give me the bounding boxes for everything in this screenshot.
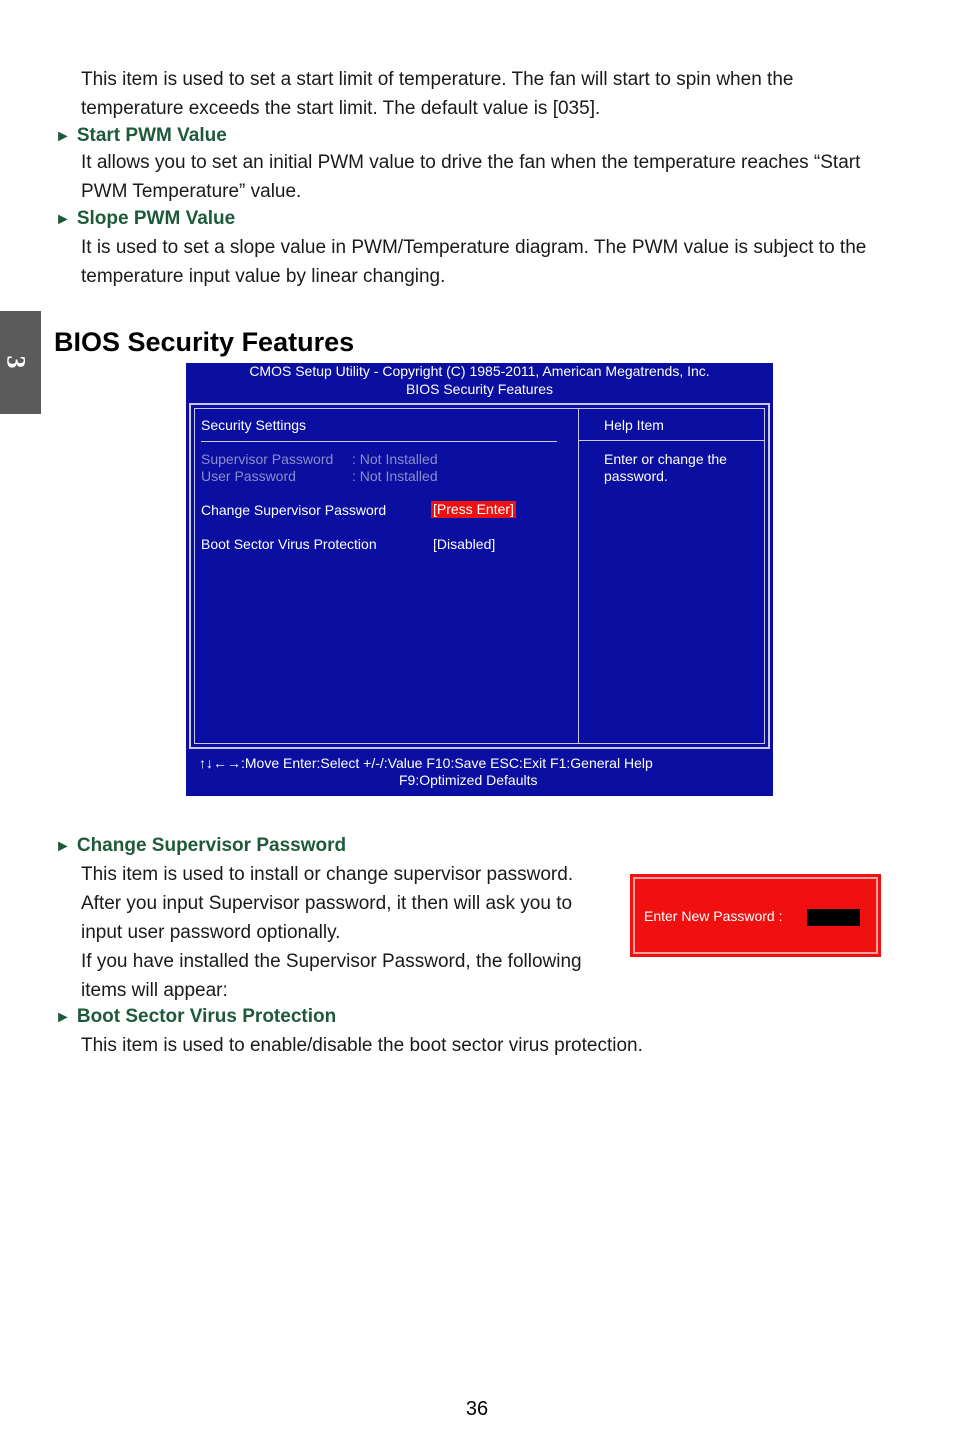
change-supervisor-paragraph <box>81 860 621 1005</box>
boot-sector-heading-text: Boot Sector Virus Protection <box>76 1006 337 1027</box>
bios-user-password-value: : Not Installed <box>352 468 438 484</box>
triangle-bullet-icon: ► <box>55 128 71 145</box>
section-title: BIOS Security Features <box>54 327 355 357</box>
bios-header-line-2: BIOS Security Features <box>405 381 554 397</box>
start-pwm-line-1: It allows you to set an initial PWM value to drive the fan when the temperature reaches “Start <box>81 152 861 173</box>
change-supervisor-heading-text: Change Supervisor Password <box>76 835 347 856</box>
page-number: 36 <box>465 1398 489 1420</box>
enter-new-password-label: Enter New Password : <box>644 908 783 924</box>
bios-supervisor-password-value: : Not Installed <box>352 451 438 467</box>
slope-pwm-line-2: temperature input value by linear changing. <box>81 266 446 287</box>
chapter-tab <box>0 311 41 414</box>
slope-pwm-heading-text: Slope PWM Value <box>76 208 236 229</box>
bios-column-divider <box>578 409 579 743</box>
bios-press-enter-value[interactable]: [Press Enter] <box>433 501 514 517</box>
triangle-bullet-icon: ► <box>55 838 71 855</box>
change-supervisor-heading <box>55 834 346 859</box>
triangle-bullet-icon: ► <box>55 211 71 228</box>
bios-change-supervisor-password-item[interactable]: Change Supervisor Password <box>201 502 387 518</box>
bios-help-text-line-1: Enter or change the <box>604 451 727 467</box>
bios-footer-keys: ↑↓←→:Move Enter:Select +/-/:Value F10:Save ESC:Exit F1:General Help <box>199 755 653 771</box>
change-supervisor-line-4: If you have installed the Supervisor Password, the following <box>81 951 582 972</box>
bios-user-password-label: User Password <box>201 468 296 484</box>
bios-boot-sector-value[interactable]: [Disabled] <box>433 536 496 552</box>
change-supervisor-line-3: input user password optionally. <box>81 922 341 943</box>
bios-header-line-1: CMOS Setup Utility - Copyright (C) 1985-2011, American Megatrends, Inc. <box>249 363 710 379</box>
intro-line-1: This item is used to set a start limit of temperature. The fan will start to spin when the <box>81 69 794 90</box>
bios-security-settings-title: Security Settings <box>201 417 307 433</box>
boot-sector-line-1: This item is used to enable/disable the boot sector virus protection. <box>81 1035 643 1056</box>
intro-line-2: temperature exceeds the start limit. The default value is [035]. <box>81 98 601 119</box>
bios-footer-optimized-defaults: F9:Optimized Defaults <box>399 772 538 788</box>
bios-help-divider <box>578 440 764 441</box>
bios-frame-inner <box>194 408 765 744</box>
chapter-number: 3 <box>1 355 31 369</box>
bios-help-title: Help Item <box>604 417 664 433</box>
slope-pwm-line-1: It is used to set a slope value in PWM/Temperature diagram. The PWM value is subject to the <box>81 237 867 258</box>
bios-screen <box>186 363 773 796</box>
boot-sector-heading <box>55 1005 336 1030</box>
change-supervisor-line-5: items will appear: <box>81 980 228 1001</box>
change-supervisor-line-2: After you input Supervisor password, it then will ask you to <box>81 893 573 914</box>
intro-paragraph <box>81 65 793 123</box>
bios-boot-sector-virus-protection-item[interactable]: Boot Sector Virus Protection <box>201 536 377 552</box>
slope-pwm-heading <box>55 207 235 232</box>
start-pwm-paragraph <box>81 148 860 206</box>
bios-supervisor-password-label: Supervisor Password <box>201 451 334 467</box>
bios-settings-divider <box>201 441 557 442</box>
change-supervisor-line-1: This item is used to install or change supervisor password. <box>81 864 574 885</box>
start-pwm-line-2: PWM Temperature” value. <box>81 181 302 202</box>
boot-sector-paragraph <box>81 1031 643 1060</box>
enter-password-dialog <box>630 874 881 957</box>
triangle-bullet-icon: ► <box>55 1009 71 1026</box>
bios-frame <box>189 403 770 749</box>
password-input-box[interactable] <box>807 909 860 926</box>
bios-help-text-line-2: password. <box>604 468 668 484</box>
start-pwm-heading-text: Start PWM Value <box>76 125 227 146</box>
start-pwm-heading <box>55 124 227 149</box>
slope-pwm-paragraph <box>81 233 866 291</box>
